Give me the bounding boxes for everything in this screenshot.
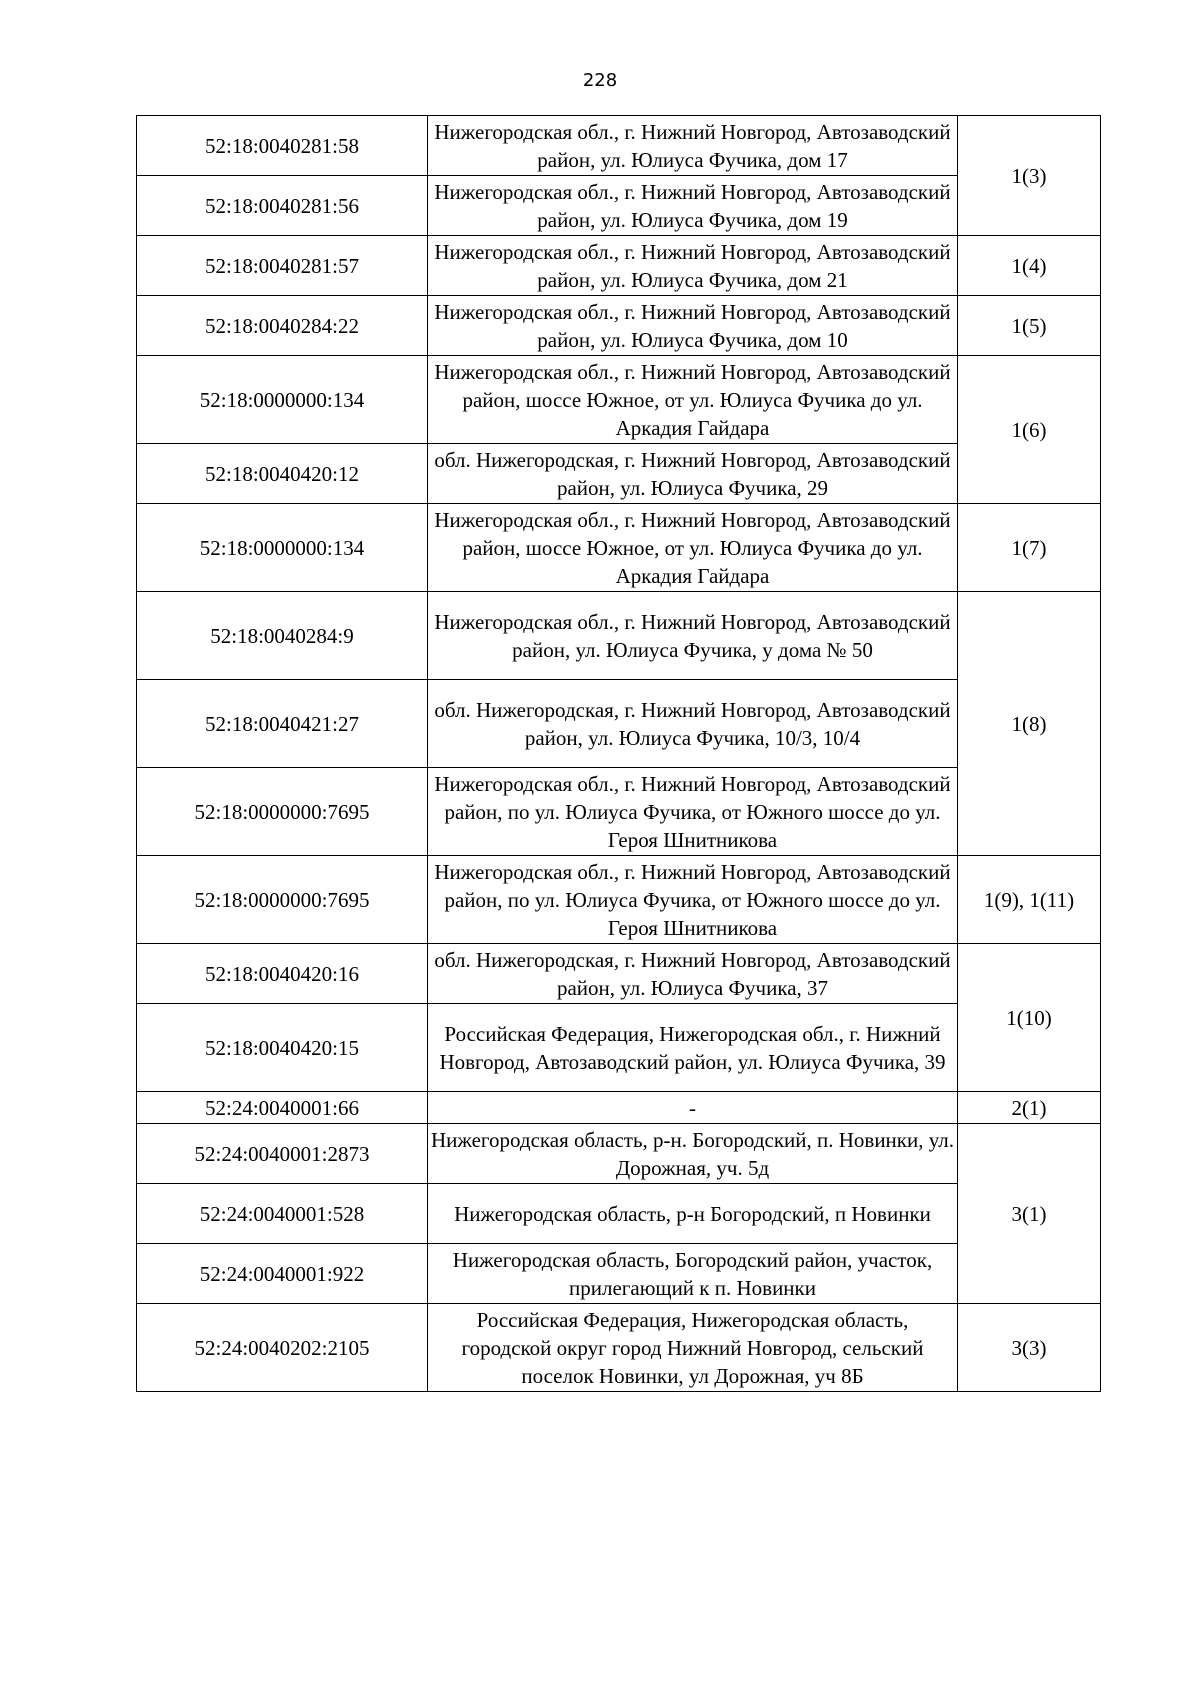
table-row [137, 504, 1101, 592]
table-row [137, 856, 1101, 944]
reference-cell: 1(8) [958, 592, 1101, 856]
table-row [137, 680, 1101, 768]
cadastral-number-cell: 52:18:0040284:9 [137, 592, 428, 680]
cadastral-number-cell: 52:24:0040001:922 [137, 1244, 428, 1304]
address-cell: Нижегородская обл., г. Нижний Новгород, Автозаводский район, шоссе Южное, от ул. Юлиуса Фучика до ул. Аркадия Гайдара [428, 504, 958, 592]
table-row [137, 1092, 1101, 1124]
address-cell: Нижегородская обл., г. Нижний Новгород, Автозаводский район, шоссе Южное, от ул. Юлиуса Фучика до ул. Аркадия Гайдара [428, 356, 958, 444]
table-row [137, 116, 1101, 176]
reference-cell: 1(6) [958, 356, 1101, 504]
table-row [137, 1304, 1101, 1392]
cadastral-number-cell: 52:18:0000000:7695 [137, 856, 428, 944]
address-cell: обл. Нижегородская, г. Нижний Новгород, Автозаводский район, ул. Юлиуса Фучика, 37 [428, 944, 958, 1004]
address-cell: Нижегородская обл., г. Нижний Новгород, Автозаводский район, ул. Юлиуса Фучика, у дома № 50 [428, 592, 958, 680]
land-plots-table [136, 115, 1101, 1392]
table-row [137, 944, 1101, 1004]
reference-cell: 1(7) [958, 504, 1101, 592]
table-row [137, 176, 1101, 236]
address-cell: Российская Федерация, Нижегородская обл., г. Нижний Новгород, Автозаводский район, ул. Юлиуса Фучика, 39 [428, 1004, 958, 1092]
table-row [137, 768, 1101, 856]
cadastral-number-cell: 52:24:0040001:2873 [137, 1124, 428, 1184]
cadastral-number-cell: 52:18:0040281:56 [137, 176, 428, 236]
reference-cell: 2(1) [958, 1092, 1101, 1124]
cadastral-number-cell: 52:18:0040281:57 [137, 236, 428, 296]
address-cell: Нижегородская обл., г. Нижний Новгород, Автозаводский район, по ул. Юлиуса Фучика, от Южного шоссе до ул. Героя Шнитникова [428, 768, 958, 856]
reference-cell: 1(9), 1(11) [958, 856, 1101, 944]
cadastral-number-cell: 52:18:0040284:22 [137, 296, 428, 356]
address-cell: Нижегородская область, р-н. Богородский, п. Новинки, ул. Дорожная, уч. 5д [428, 1124, 958, 1184]
table-row [137, 592, 1101, 680]
table-row [137, 444, 1101, 504]
table-row [137, 296, 1101, 356]
address-cell: обл. Нижегородская, г. Нижний Новгород, Автозаводский район, ул. Юлиуса Фучика, 29 [428, 444, 958, 504]
cadastral-number-cell: 52:24:0040001:528 [137, 1184, 428, 1244]
address-cell: Нижегородская область, р-н Богородский, п Новинки [428, 1184, 958, 1244]
table-row [137, 1124, 1101, 1184]
cadastral-number-cell: 52:24:0040001:66 [137, 1092, 428, 1124]
reference-cell: 1(3) [958, 116, 1101, 236]
reference-cell: 1(5) [958, 296, 1101, 356]
table-row [137, 1184, 1101, 1244]
table-row [137, 1244, 1101, 1304]
cadastral-number-cell: 52:18:0040420:12 [137, 444, 428, 504]
reference-cell: 3(1) [958, 1124, 1101, 1304]
cadastral-number-cell: 52:18:0040420:16 [137, 944, 428, 1004]
address-cell: Нижегородская обл., г. Нижний Новгород, Автозаводский район, ул. Юлиуса Фучика, дом 19 [428, 176, 958, 236]
page-number: 228 [582, 70, 618, 91]
table-row [137, 1004, 1101, 1092]
address-cell: Российская Федерация, Нижегородская область, городской округ город Нижний Новгород, сельский поселок Новинки, ул Дорожная, уч 8Б [428, 1304, 958, 1392]
address-cell: - [428, 1092, 958, 1124]
table-row [137, 236, 1101, 296]
cadastral-number-cell: 52:18:0040421:27 [137, 680, 428, 768]
address-cell: Нижегородская обл., г. Нижний Новгород, Автозаводский район, ул. Юлиуса Фучика, дом 17 [428, 116, 958, 176]
cadastral-number-cell: 52:18:0040281:58 [137, 116, 428, 176]
address-cell: Нижегородская обл., г. Нижний Новгород, Автозаводский район, ул. Юлиуса Фучика, дом 21 [428, 236, 958, 296]
address-cell: Нижегородская обл., г. Нижний Новгород, Автозаводский район, ул. Юлиуса Фучика, дом 10 [428, 296, 958, 356]
reference-cell: 1(10) [958, 944, 1101, 1092]
address-cell: Нижегородская область, Богородский район, участок, прилегающий к п. Новинки [428, 1244, 958, 1304]
cadastral-number-cell: 52:18:0000000:134 [137, 504, 428, 592]
cadastral-number-cell: 52:18:0000000:7695 [137, 768, 428, 856]
cadastral-number-cell: 52:18:0000000:134 [137, 356, 428, 444]
reference-cell: 1(4) [958, 236, 1101, 296]
address-cell: Нижегородская обл., г. Нижний Новгород, Автозаводский район, по ул. Юлиуса Фучика, от Южного шоссе до ул. Героя Шнитникова [428, 856, 958, 944]
table-row [137, 356, 1101, 444]
address-cell: обл. Нижегородская, г. Нижний Новгород, Автозаводский район, ул. Юлиуса Фучика, 10/3, 10/4 [428, 680, 958, 768]
cadastral-number-cell: 52:18:0040420:15 [137, 1004, 428, 1092]
reference-cell: 3(3) [958, 1304, 1101, 1392]
cadastral-number-cell: 52:24:0040202:2105 [137, 1304, 428, 1392]
